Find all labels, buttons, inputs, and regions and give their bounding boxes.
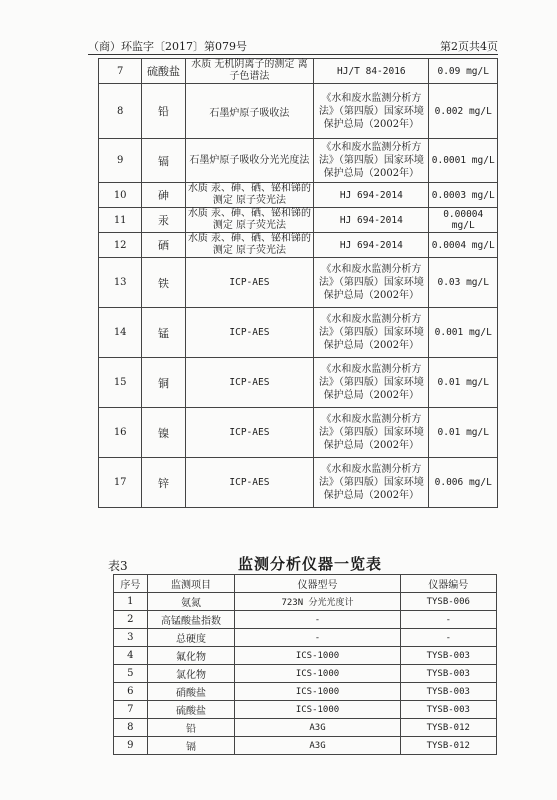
row-standard: 《水和废水监测分析方法》（第四版）国家环境保护总局（2002年）: [314, 139, 429, 183]
row-number: 1: [114, 593, 148, 611]
row-method: 水质 汞、砷、硒、铋和锑的测定 原子荧光法: [185, 233, 314, 258]
row-model: A3G: [235, 719, 400, 737]
row-method: 水质 汞、砷、硒、铋和锑的测定 原子荧光法: [185, 183, 314, 208]
row-code: TYSB-003: [400, 665, 496, 683]
row-model: ICS-1000: [235, 665, 400, 683]
row-number: 11: [99, 208, 142, 233]
row-item: 高锰酸盐指数: [147, 611, 235, 629]
row-number: 8: [114, 719, 148, 737]
row-code: TYSB-012: [400, 737, 496, 755]
row-item: 硝酸盐: [147, 683, 235, 701]
row-item: 硫酸盐: [147, 701, 235, 719]
row-code: TYSB-003: [400, 683, 496, 701]
row-model: -: [235, 629, 400, 647]
header-code: 仪器编号: [400, 575, 496, 593]
row-standard: HJ/T 84-2016: [314, 59, 429, 84]
row-method: ICP-AES: [185, 308, 314, 358]
document-number: （商）环监字〔2017〕第079号: [88, 40, 247, 53]
row-number: 14: [99, 308, 142, 358]
row-limit: 0.09 mg/L: [429, 59, 498, 84]
row-number: 8: [99, 84, 142, 139]
row-item: 氟化物: [147, 647, 235, 665]
row-standard: 《水和废水监测分析方法》（第四版）国家环境保护总局（2002年）: [314, 84, 429, 139]
table-row: [99, 59, 498, 84]
row-limit: 0.01 mg/L: [429, 358, 498, 408]
row-item: 氯化物: [147, 665, 235, 683]
row-item: 镉: [142, 139, 185, 183]
row-standard: 《水和废水监测分析方法》（第四版）国家环境保护总局（2002年）: [314, 458, 429, 508]
row-limit: 0.0003 mg/L: [429, 183, 498, 208]
row-method: ICP-AES: [185, 258, 314, 308]
row-standard: 《水和废水监测分析方法》（第四版）国家环境保护总局（2002年）: [314, 308, 429, 358]
table-row: [114, 593, 497, 611]
row-number: 17: [99, 458, 142, 508]
row-item: 氨氮: [147, 593, 235, 611]
row-item: 锌: [142, 458, 185, 508]
row-limit: 0.006 mg/L: [429, 458, 498, 508]
table-row: [99, 183, 498, 208]
row-number: 6: [114, 683, 148, 701]
table-row: [114, 647, 497, 665]
row-item: 硒: [142, 233, 185, 258]
row-standard: HJ 694-2014: [314, 183, 429, 208]
row-number: 7: [99, 59, 142, 84]
table-row: [114, 665, 497, 683]
row-code: TYSB-006: [400, 593, 496, 611]
header-item: 监测项目: [147, 575, 235, 593]
row-code: -: [400, 629, 496, 647]
header-model: 仪器型号: [235, 575, 400, 593]
row-number: 16: [99, 408, 142, 458]
table-row: [99, 458, 498, 508]
row-limit: 0.001 mg/L: [429, 308, 498, 358]
row-number: 7: [114, 701, 148, 719]
header-divider: [88, 54, 498, 55]
table3-title: 监测分析仪器一览表: [238, 555, 383, 573]
row-number: 4: [114, 647, 148, 665]
row-number: 9: [114, 737, 148, 755]
row-method: ICP-AES: [185, 458, 314, 508]
table-row: [99, 233, 498, 258]
row-standard: HJ 694-2014: [314, 233, 429, 258]
row-code: TYSB-003: [400, 647, 496, 665]
row-code: TYSB-003: [400, 701, 496, 719]
row-method: 石墨炉原子吸收法: [185, 84, 314, 139]
page-number: 第2页共4页: [440, 40, 498, 53]
table-row: [99, 258, 498, 308]
row-method: 石墨炉原子吸收分光光度法: [185, 139, 314, 183]
table-row: [99, 358, 498, 408]
table-row: [99, 139, 498, 183]
table-row: [114, 719, 497, 737]
row-model: ICS-1000: [235, 701, 400, 719]
row-method: ICP-AES: [185, 408, 314, 458]
row-number: 9: [99, 139, 142, 183]
row-code: TYSB-012: [400, 719, 496, 737]
table-row: [114, 611, 497, 629]
row-item: 硫酸盐: [142, 59, 185, 84]
row-item: 铜: [142, 358, 185, 408]
row-item: 锰: [142, 308, 185, 358]
row-item: 镍: [142, 408, 185, 458]
table3-header-row: [114, 575, 497, 593]
row-number: 2: [114, 611, 148, 629]
row-limit: 0.03 mg/L: [429, 258, 498, 308]
row-number: 12: [99, 233, 142, 258]
row-limit: 0.01 mg/L: [429, 408, 498, 458]
table-row: [114, 737, 497, 755]
row-code: -: [400, 611, 496, 629]
method-table: [98, 58, 498, 508]
table-row: [99, 408, 498, 458]
row-limit: 0.0001 mg/L: [429, 139, 498, 183]
row-model: ICS-1000: [235, 647, 400, 665]
row-item: 铅: [142, 84, 185, 139]
table-row: [114, 629, 497, 647]
row-standard: HJ 694-2014: [314, 208, 429, 233]
row-limit: 0.00004 mg/L: [429, 208, 498, 233]
table-row: [99, 208, 498, 233]
row-number: 3: [114, 629, 148, 647]
table-row: [114, 683, 497, 701]
row-item: 砷: [142, 183, 185, 208]
table-row: [99, 84, 498, 139]
row-item: 铁: [142, 258, 185, 308]
row-item: 汞: [142, 208, 185, 233]
row-model: -: [235, 611, 400, 629]
page-header: [88, 38, 498, 54]
row-standard: 《水和废水监测分析方法》（第四版）国家环境保护总局（2002年）: [314, 408, 429, 458]
row-model: ICS-1000: [235, 683, 400, 701]
table3-label: 表3: [108, 559, 128, 573]
row-method: 水质 无机阴离子的测定 离子色谱法: [185, 59, 314, 84]
row-standard: 《水和废水监测分析方法》（第四版）国家环境保护总局（2002年）: [314, 358, 429, 408]
row-number: 13: [99, 258, 142, 308]
row-item: 镉: [147, 737, 235, 755]
row-item: 总硬度: [147, 629, 235, 647]
row-method: ICP-AES: [185, 358, 314, 408]
row-limit: 0.0004 mg/L: [429, 233, 498, 258]
table-row: [114, 701, 497, 719]
row-method: 水质 汞、砷、硒、铋和锑的测定 原子荧光法: [185, 208, 314, 233]
row-limit: 0.002 mg/L: [429, 84, 498, 139]
header-no: 序号: [114, 575, 148, 593]
row-standard: 《水和废水监测分析方法》（第四版）国家环境保护总局（2002年）: [314, 258, 429, 308]
row-model: 723N 分光光度计: [235, 593, 400, 611]
instrument-table: [113, 574, 497, 755]
row-number: 5: [114, 665, 148, 683]
table-row: [99, 308, 498, 358]
row-model: A3G: [235, 737, 400, 755]
row-item: 铅: [147, 719, 235, 737]
row-number: 10: [99, 183, 142, 208]
row-number: 15: [99, 358, 142, 408]
